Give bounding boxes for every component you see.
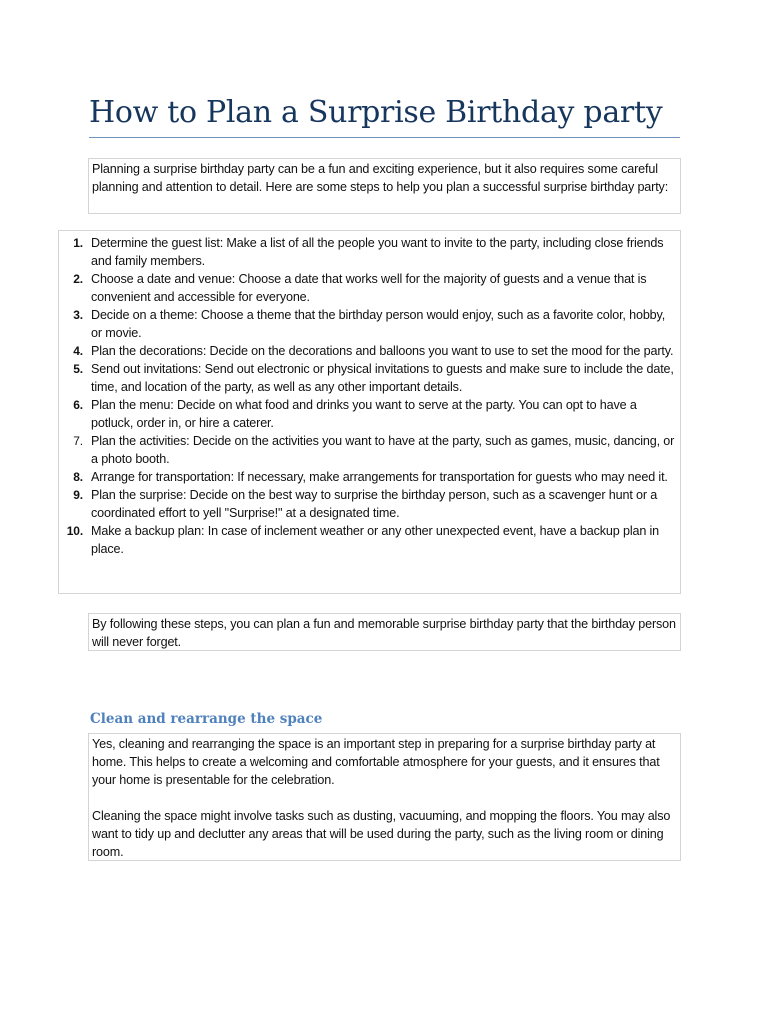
step-text: Plan the surprise: Decide on the best way to surprise the birthday person, such as a scavenger hunt or a coordinated effort to yell "Surprise!" at a designated time.	[91, 488, 658, 520]
section-heading: Clean and rearrange the space	[90, 711, 323, 727]
list-item	[59, 396, 680, 432]
list-item	[59, 468, 680, 486]
step-text: Choose a date and venue: Choose a date that works well for the majority of guests and a venue that is convenient and accessible for everyone.	[91, 272, 647, 304]
list-item	[59, 360, 680, 396]
step-text: Send out invitations: Send out electronic or physical invitations to guests and make sure to include the date, time, and location of the party, as well as any other important details.	[91, 362, 674, 394]
title-underline	[89, 137, 680, 138]
steps-list	[59, 234, 680, 558]
list-item	[59, 270, 680, 306]
step-number: 10.	[66, 524, 83, 538]
section-paragraph: Cleaning the space might involve tasks such as dusting, vacuuming, and mopping the floors. You may also want to tidy up and declutter any areas that will be used during the party, such as the living room or dining room.	[92, 809, 671, 859]
list-item	[59, 486, 680, 522]
list-item	[59, 234, 680, 270]
intro-paragraph: Planning a surprise birthday party can be a fun and exciting experience, but it also requires some careful planning and attention to detail. Here are some steps to help you plan a successful surprise birthday party:	[88, 158, 681, 214]
list-item	[59, 432, 680, 468]
step-number: 4.	[73, 344, 83, 358]
list-item	[59, 306, 680, 342]
step-number: 8.	[73, 470, 83, 484]
section-paragraph: Yes, cleaning and rearranging the space is an important step in preparing for a surprise birthday party at home. This helps to create a welcoming and comfortable atmosphere for your guests, and it ensures that your home is presentable for the celebration.	[92, 737, 660, 787]
step-number: 6.	[73, 398, 83, 412]
page-title: How to Plan a Surprise Birthday party	[89, 95, 663, 130]
step-text: Plan the activities: Decide on the activities you want to have at the party, such as games, music, dancing, or a photo booth.	[91, 434, 675, 466]
step-text: Arrange for transportation: If necessary, make arrangements for transportation for guests who may need it.	[91, 470, 668, 484]
step-text: Plan the decorations: Decide on the decorations and balloons you want to use to set the mood for the party.	[91, 344, 674, 358]
closing-paragraph: By following these steps, you can plan a fun and memorable surprise birthday party that the birthday person will never forget.	[88, 613, 681, 651]
step-number: 9.	[73, 488, 83, 502]
step-text: Determine the guest list: Make a list of all the people you want to invite to the party, including close friends and family members.	[91, 236, 664, 268]
step-text: Make a backup plan: In case of inclement weather or any other unexpected event, have a backup plan in place.	[91, 524, 660, 556]
step-number: 2.	[73, 272, 83, 286]
step-number: 1.	[73, 236, 83, 250]
list-item	[59, 342, 680, 360]
steps-box	[58, 230, 681, 594]
list-item	[59, 522, 680, 558]
step-number: 5.	[73, 362, 83, 376]
step-text: Decide on a theme: Choose a theme that the birthday person would enjoy, such as a favorite color, hobby, or movie.	[91, 308, 666, 340]
step-number: 3.	[73, 308, 83, 322]
step-number: 7.	[73, 434, 83, 448]
step-text: Plan the menu: Decide on what food and drinks you want to serve at the party. You can opt to have a potluck, order in, or hire a caterer.	[91, 398, 637, 430]
section-body	[88, 733, 681, 861]
